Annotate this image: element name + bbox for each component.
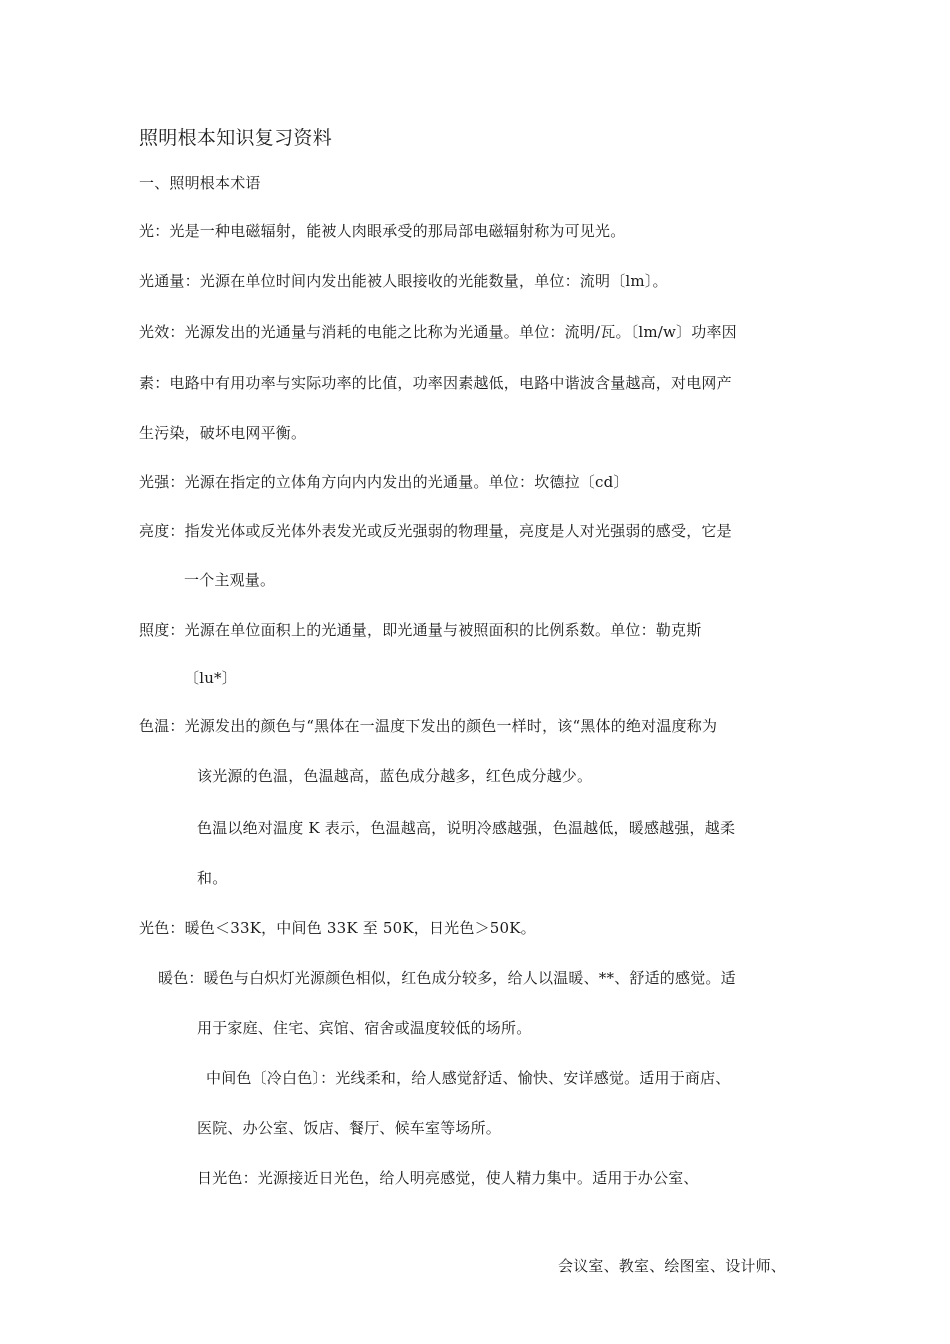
term-luminous-flux: 光通量：光源在单位时间内发出能被人眼接收的光能数量，单位：流明〔lm〕。 <box>139 272 668 290</box>
term-color-temperature-line-1: 色温：光源发出的颜色与“黑体在一温度下发出的颜色一样时，该“黑体的绝对温度称为 <box>139 717 718 735</box>
term-light-color: 光色：暖色＜33K，中间色 33K 至 50K，日光色＞50K。 <box>139 919 536 937</box>
term-power-factor-line-1: 素：电路中有用功率与实际功率的比值，功率因素越低，电路中谐波含量越高，对电网产 <box>139 374 732 392</box>
document-title: 照明根本知识复习资料 <box>139 127 333 149</box>
term-luminous-intensity: 光强：光源在指定的立体角方向内内发出的光通量。单位：坎德拉〔cd〕 <box>139 473 629 491</box>
term-neutral-color-line-1: 中间色〔冷白色〕：光线柔和，给人感觉舒适、愉快、安详感觉。适用于商店、 <box>206 1069 731 1087</box>
term-warm-color-line-2: 用于家庭、住宅、宾馆、宿舍或温度较低的场所。 <box>197 1019 532 1037</box>
term-luminance-line-2: 一个主观量。 <box>184 571 276 589</box>
term-color-temperature-line-3: 色温以绝对温度 K 表示，色温越高，说明冷感越强，色温越低，暖感越强，越柔 <box>197 819 736 837</box>
section-heading: 一、照明根本术语 <box>139 174 261 192</box>
term-power-factor-line-2: 生污染，破坏电网平衡。 <box>139 424 307 442</box>
term-daylight-color-line-1: 日光色：光源接近日光色，给人明亮感觉，使人精力集中。适用于办公室、 <box>197 1169 699 1187</box>
term-luminous-efficacy: 光效：光源发出的光通量与消耗的电能之比称为光通量。单位：流明/瓦。〔lm/w〕功率因 <box>139 323 737 341</box>
term-neutral-color-line-2: 医院、办公室、饭店、餐厅、候车室等场所。 <box>197 1119 502 1137</box>
term-light: 光：光是一种电磁辐射，能被人肉眼承受的那局部电磁辐射称为可见光。 <box>139 222 626 240</box>
term-color-temperature-line-2: 该光源的色温，色温越高，蓝色成分越多，红色成分越少。 <box>197 767 593 785</box>
term-warm-color-line-1: 暖色：暖色与白炽灯光源颜色相似，红色成分较多，给人以温暖、**、舒适的感觉。适 <box>158 969 736 987</box>
term-color-temperature-line-4: 和。 <box>197 869 228 887</box>
term-illuminance-line-1: 照度：光源在单位面积上的光通量，即光通量与被照面积的比例系数。单位：勒克斯 <box>139 621 702 639</box>
term-illuminance-line-2: 〔lu*〕 <box>184 669 237 687</box>
term-daylight-color-line-2: 会议室、教室、绘图室、设计师、 <box>558 1257 787 1275</box>
term-luminance-line-1: 亮度：指发光体或反光体外表发光或反光强弱的物理量，亮度是人对光强弱的感受，它是 <box>139 522 732 540</box>
